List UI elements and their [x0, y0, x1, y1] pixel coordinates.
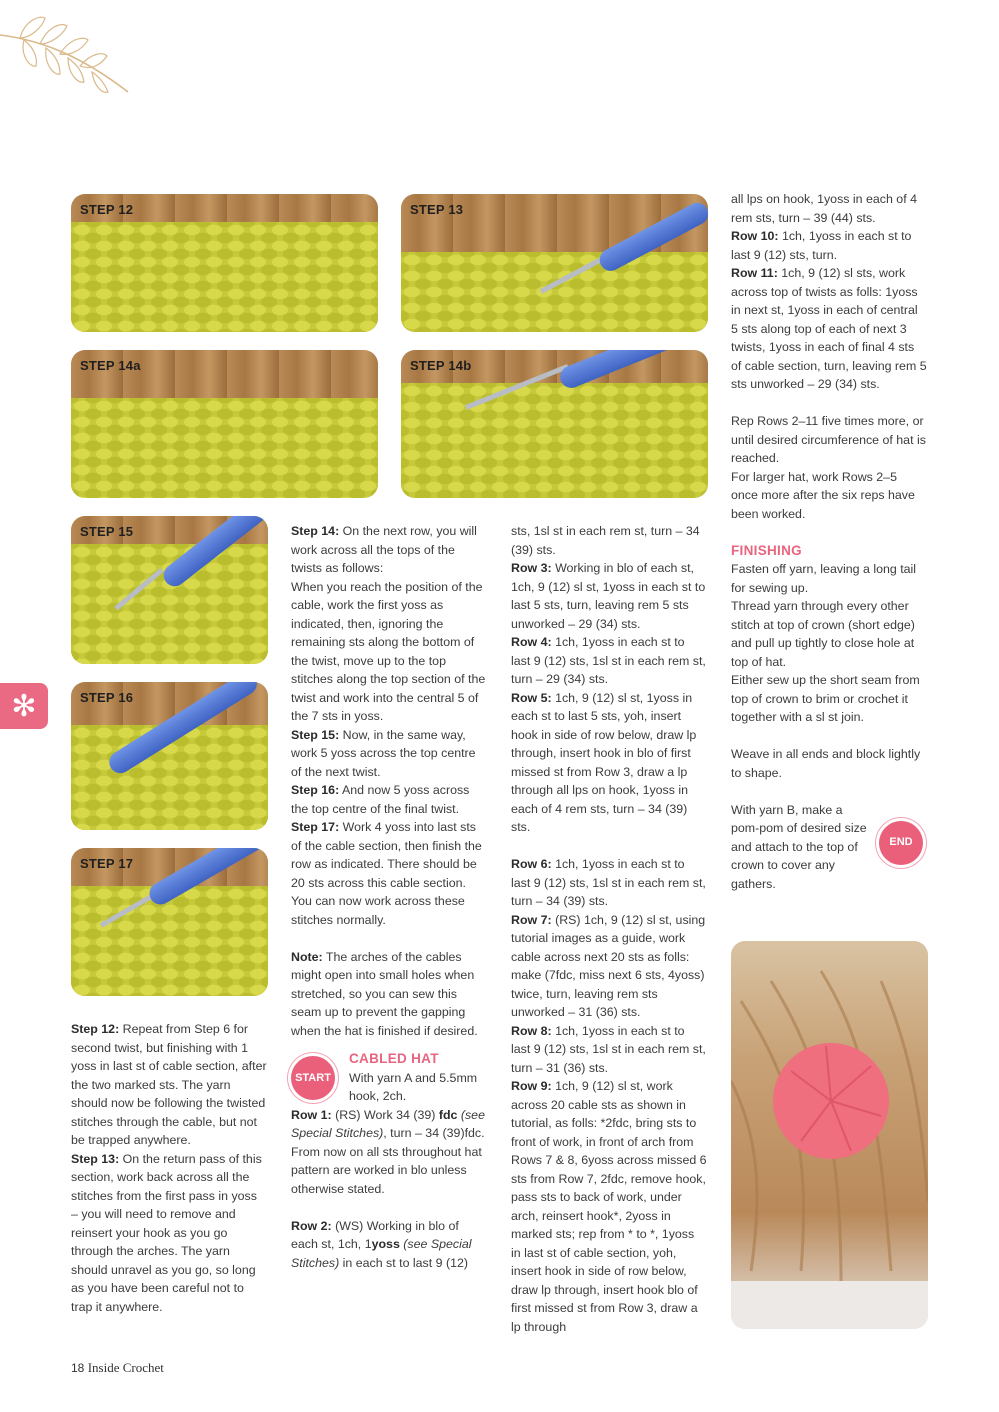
finishing-5: With yarn B, make a pom-pom of desired size and attach to the top of crown to cover any gathers. — [731, 802, 867, 891]
step-14b-photo — [401, 350, 708, 498]
step-14-paragraph: Step 14: On the next row, you will work across all the tops of the twists as follows: — [291, 524, 477, 575]
hat-illustration — [731, 941, 928, 1329]
magazine-name: Inside Crochet — [87, 1360, 164, 1375]
page-number: 18 — [71, 1361, 85, 1375]
step-12-paragraph: Step 12: Repeat from Step 6 for second twist, but finishing with 1 yoss in last st of cable section, after the two marked sts. The yarn should now be following the twisted stitches through the cable, but not be trapped anywhere. — [71, 1022, 267, 1147]
section-heading: CABLED HAT — [349, 1051, 439, 1066]
step-16-paragraph: Step 16: And now 5 yoss across the top centre of the final twist. — [291, 783, 470, 816]
column-2 — [291, 522, 487, 1272]
row-10-paragraph: Row 10: 1ch, 1yoss in each st to last 9 (12) sts, turn. — [731, 229, 912, 262]
column-3 — [511, 522, 707, 1336]
row-6-paragraph: Row 6: 1ch, 1yoss in each st to last 9 (12) sts, 1sl st in each rem st, turn – 34 (39) sts. — [511, 857, 706, 908]
row-3-paragraph: Row 3: Working in blo of each st, 1ch, 9 (12) sl st, 1yoss in each st to last 5 sts, turn, leaving rem 5 sts unworked – 29 (34) sts. — [511, 561, 706, 631]
finishing-1: Fasten off yarn, leaving a long tail for sewing up. — [731, 562, 917, 595]
step-12-label: STEP 12 — [80, 202, 134, 217]
end-badge: END — [879, 821, 923, 865]
step-12-photo — [71, 194, 378, 332]
step-15-label: STEP 15 — [80, 524, 134, 539]
start-badge: START — [291, 1056, 335, 1100]
finishing-2: Thread yarn through every other stitch at top of crown (short edge) and pull up tightly to close hole at top of hat. — [731, 599, 915, 669]
page-footer — [71, 1360, 164, 1376]
step-14b-label: STEP 14b — [410, 358, 472, 373]
step-17-label: STEP 17 — [80, 856, 134, 871]
step-16-photo — [71, 682, 268, 830]
start-paragraph: With yarn A and 5.5mm hook, 2ch. — [349, 1070, 478, 1103]
row-2-continued: sts, 1sl st in each rem st, turn – 34 (39) sts. — [511, 524, 700, 557]
row-11-paragraph: Row 11: 1ch, 9 (12) sl sts, work across top of twists as folls: 1yoss in next st, 1yoss in each of central 5 sts along top of each of next 3 twists, 1yoss in each of final 4 sts of cable section, turn, leaving rem 5 sts unworked – 29 (34) sts. — [731, 266, 927, 391]
leaf-sprig-decoration — [0, 0, 140, 110]
step-17-continued: You can now work across these stitches normally. — [291, 894, 465, 927]
row-9-continued: all lps on hook, 1yoss in each of 4 rem sts, turn – 39 (44) sts. — [731, 192, 917, 225]
step-15-photo — [71, 516, 268, 664]
column-4 — [731, 190, 927, 893]
finishing-4: Weave in all ends and block lightly to shape. — [731, 747, 921, 780]
step-14-continued: When you reach the position of the cable, work the first yoss as indicated, then, ignoring the remaining sts along the bottom of the twist, move up to the top stitches along the top section of the twist and work into the central 5 of the 7 sts in yoss. — [291, 579, 486, 723]
larger-hat-paragraph: For larger hat, work Rows 2–5 once more after the six reps have been worked. — [731, 469, 915, 521]
row-7-paragraph: Row 7: (RS) 1ch, 9 (12) sl st, using tutorial images as a guide, work cable across next 20 sts as folls: make (7fdc, miss next 6 sts, 4yoss) twice, turn, leaving rem sts unworked – 31 (36) sts. — [511, 912, 706, 1019]
step-17-paragraph: Step 17: Work 4 yoss into last sts of the cable section, then finish the row as indicated. There should be 20 sts across this cable section. — [291, 820, 482, 890]
column-1 — [71, 1020, 267, 1316]
step-16-label: STEP 16 — [80, 690, 134, 705]
row-2-paragraph: Row 2: (WS) Working in blo of each st, 1ch, 1yoss (see Special Stitches) in each st to last 9 (12) — [291, 1218, 472, 1270]
note-paragraph: Note: The arches of the cables might open into small holes when stretched, so you can sew this seam up to prevent the gapping when the hat is finished if desired. — [291, 949, 478, 1038]
asterisk-icon: ✻ — [11, 689, 37, 723]
cabled-hat-block — [291, 1050, 487, 1106]
row-9-paragraph: Row 9: 1ch, 9 (12) sl st, work across 20 cable sts as shown in tutorial, as folls: *2fdc, bring sts to front of work, in front of arch from Rows 7 & 8, 6yoss across missed 6 sts from Row 7, 2fdc, remove hook, pass sts to back of work, under arch, reinsert hook*, 2yoss in marked sts; rep from * to *, 1yoss in last st of cable section, yoh, insert hook in side of row below, draw lp through, insert hook blo of first missed st from Row 3, draw a lp through — [511, 1079, 707, 1334]
finished-hat-photo — [731, 941, 928, 1329]
row-8-paragraph: Row 8: 1ch, 1yoss in each st to last 9 (12) sts, 1sl st in each rem st, turn – 31 (36) sts. — [511, 1023, 706, 1075]
row-1-paragraph: Row 1: (RS) Work 34 (39) fdc (see Special Stitches), turn – 34 (39)fdc. — [291, 1107, 485, 1140]
step-17-photo — [71, 848, 268, 996]
row-4-paragraph: Row 4: 1ch, 1yoss in each st to last 9 (12) sts, 1sl st in each rem st, turn – 29 (34) sts. — [511, 635, 706, 686]
step-13-paragraph: Step 13: On the return pass of this section, work back across all the stitches from the first pass in yoss – you will need to remove and reinsert your hook as you go through the arches. The yarn should unravel as you go, so long as you have been careful not to trap it anywhere. — [71, 1151, 262, 1314]
step-14a-photo — [71, 350, 378, 498]
section-tab-asterisk — [0, 683, 48, 729]
step-13-label: STEP 13 — [410, 202, 464, 217]
step-15-paragraph: Step 15: Now, in the same way, work 5 yoss across the top centre of the next twist. — [291, 727, 476, 779]
pompom-block — [731, 801, 927, 894]
finishing-heading: FINISHING — [731, 542, 802, 558]
finishing-3: Either sew up the short seam from top of crown to brim or crochet it together with a sl st join. — [731, 673, 920, 724]
row-5-paragraph: Row 5: 1ch, 9 (12) sl st, 1yoss in each st to last 5 sts, yoh, insert hook in side of row below, draw lp through, insert hook in blo of first missed st from Row 3, draw a lp through all lps on hook, 1yoss in each of 4 rem sts, turn – 34 (39) sts. — [511, 690, 697, 834]
row-1-note: From now on all sts throughout hat pattern are worked in blo unless otherwise stated. — [291, 1144, 482, 1196]
step-14a-label: STEP 14a — [80, 358, 141, 373]
repeat-paragraph: Rep Rows 2–11 five times more, or until desired circumference of hat is reached. — [731, 414, 926, 465]
step-13-photo — [401, 194, 708, 332]
